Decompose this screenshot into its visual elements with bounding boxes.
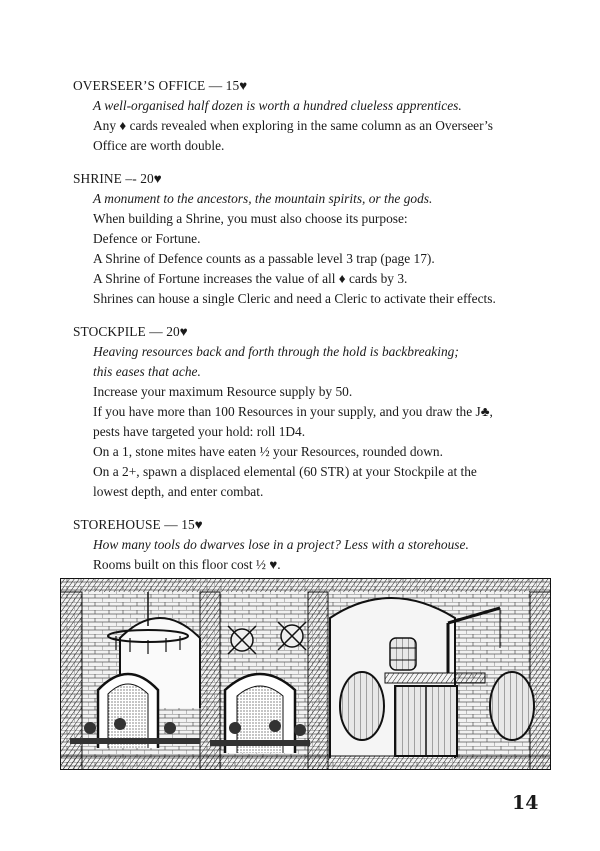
entry-heading: SHRINE –- 20♥ — [73, 171, 162, 186]
entry-body — [93, 535, 543, 575]
entry-heading: OVERSEER’S OFFICE — 15♥ — [73, 78, 248, 93]
entry-heading: STOCKPILE — 20♥ — [73, 324, 188, 339]
rule-line: lowest depth, and enter combat. — [93, 484, 264, 499]
entry-body — [93, 189, 543, 309]
entry-stockpile — [73, 322, 543, 502]
flavor-text: A well-organised half dozen is worth a hundred clueless apprentices. — [93, 98, 462, 113]
flavor-text: this eases that ache. — [93, 364, 201, 379]
rule-line: Defence or Fortune. — [93, 231, 201, 246]
rule-line: Increase your maximum Resource supply by 50. — [93, 384, 353, 399]
rule-line: Rooms built on this floor cost ½ ♥. — [93, 557, 281, 572]
entry-storehouse — [73, 515, 543, 575]
illustration-art — [60, 578, 551, 770]
rules-text — [73, 76, 543, 588]
entry-body — [93, 96, 543, 156]
rule-line: A Shrine of Fortune increases the value of all ♦ cards by 3. — [93, 271, 408, 286]
page-number: 14 — [512, 792, 539, 814]
flavor-text: A monument to the ancestors, the mountain spirits, or the gods. — [93, 191, 433, 206]
rule-line: Any ♦ cards revealed when exploring in the same column as an Overseer’s — [93, 118, 493, 133]
entry-heading: STOREHOUSE — 15♥ — [73, 517, 203, 532]
entry-body — [93, 342, 543, 502]
rule-line: A Shrine of Defence counts as a passable level 3 trap (page 17). — [93, 251, 435, 266]
rule-line: Office are worth double. — [93, 138, 225, 153]
dwarven-hall-illustration — [60, 578, 551, 770]
entry-shrine — [73, 169, 543, 309]
flavor-text: Heaving resources back and forth through the hold is backbreaking; — [93, 344, 459, 359]
rule-line: Shrines can house a single Cleric and need a Cleric to activate their effects. — [93, 291, 496, 306]
rule-line: On a 1, stone mites have eaten ½ your Resources, rounded down. — [93, 444, 443, 459]
entry-overseers-office — [73, 76, 543, 156]
rule-line: pests have targeted your hold: roll 1D4. — [93, 424, 306, 439]
rule-line: If you have more than 100 Resources in your supply, and you draw the J♣, — [93, 404, 493, 419]
rule-line: On a 2+, spawn a displaced elemental (60 STR) at your Stockpile at the — [93, 464, 477, 479]
flavor-text: How many tools do dwarves lose in a project? Less with a storehouse. — [93, 537, 469, 552]
rule-line: When building a Shrine, you must also choose its purpose: — [93, 211, 408, 226]
